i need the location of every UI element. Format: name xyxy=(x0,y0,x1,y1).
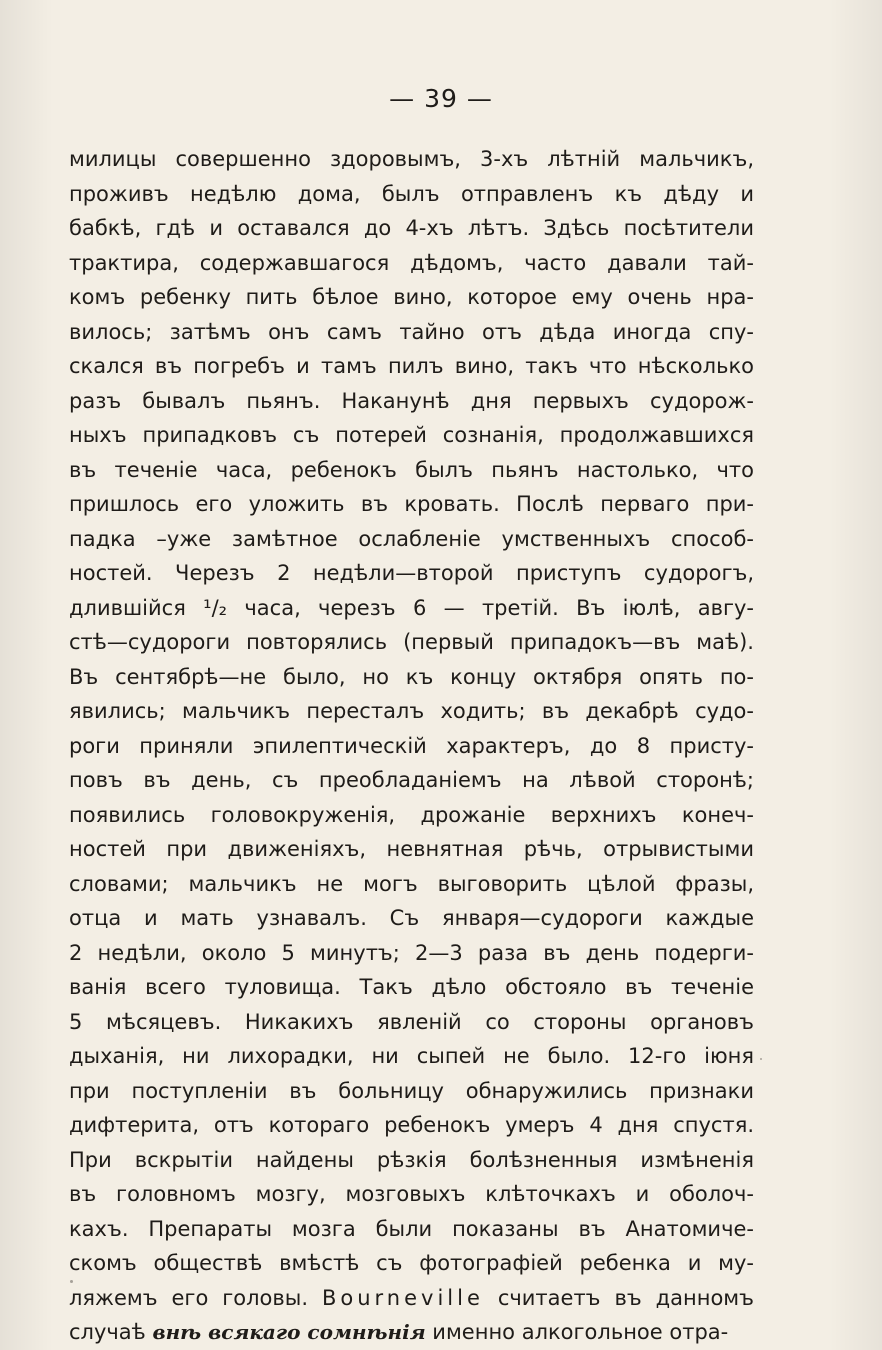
text-line: роги приняли эпилептическій характеръ, до 8 присту- xyxy=(69,733,754,758)
text-line: пришлось его уложить въ кровать. Послѣ перваго при- xyxy=(69,492,754,516)
text-line: кахъ. Препараты мозга были показаны въ Анатомиче- xyxy=(69,1216,754,1241)
text-line: проживъ недѣлю дома, былъ отправленъ къ дѣду и xyxy=(69,181,754,206)
author-name-spaced: Bourneville xyxy=(321,1285,484,1310)
text-line: въ теченіе часа, ребенокъ былъ пьянъ настолько, что xyxy=(69,457,754,482)
page-number: — 39 — xyxy=(389,84,493,113)
text-line: длившійся ¹/₂ часа, черезъ 6 — третій. Въ іюлѣ, авгу- xyxy=(69,595,754,620)
text-line: милицы совершенно здоровымъ, 3-хъ лѣтній мальчикъ, xyxy=(69,147,754,171)
body-text xyxy=(69,142,754,1350)
text-line: При вскрытіи найдены рѣзкія болѣзненныя измѣненія xyxy=(69,1147,754,1172)
text-line-with-italic xyxy=(69,1315,754,1350)
text-line: отца и мать узнавалъ. Съ января—судороги каждые xyxy=(69,906,754,930)
text-line: явились; мальчикъ пересталъ ходить; въ декабрѣ судо- xyxy=(69,699,754,723)
text-segment: считаетъ въ данномъ xyxy=(483,1285,754,1310)
paper-speck xyxy=(70,1280,73,1283)
text-line: разъ бывалъ пьянъ. Наканунѣ дня первыхъ судорож- xyxy=(69,388,754,413)
text-line: въ головномъ мозгу, мозговыхъ клѣточкахъ и оболоч- xyxy=(69,1182,754,1206)
text-line: бабкѣ, гдѣ и оставался до 4-хъ лѣтъ. Здѣсь посѣтители xyxy=(69,216,754,240)
text-line: появились головокруженія, дрожаніе верхнихъ конеч- xyxy=(69,802,754,827)
text-line: Въ сентябрѣ—не было, но къ концу октября опять по- xyxy=(69,664,754,689)
text-line-with-name xyxy=(69,1281,754,1316)
text-line: 5 мѣсяцевъ. Никакихъ явленій со стороны органовъ xyxy=(69,1009,754,1034)
text-line: комъ ребенку пить бѣлое вино, которое ему очень нра- xyxy=(69,285,754,309)
text-line: скомъ обществѣ вмѣстѣ съ фотографіей ребенка и му- xyxy=(69,1251,754,1275)
text-line: 2 недѣли, около 5 минутъ; 2—3 раза въ день подерги- xyxy=(69,940,754,965)
text-segment: именно алкогольное отра- xyxy=(425,1320,729,1344)
text-line: вилось; затѣмъ онъ самъ тайно отъ дѣда иногда спу- xyxy=(69,319,754,344)
text-line: словами; мальчикъ не могъ выговорить цѣлой фразы, xyxy=(69,871,754,896)
text-line: повъ въ день, съ преобладаніемъ на лѣвой сторонѣ; xyxy=(69,768,754,792)
italic-phrase: внѣ всякаго сомнѣнія xyxy=(152,1320,426,1344)
text-line: дифтерита, отъ котораго ребенокъ умеръ 4 дня спустя. xyxy=(69,1113,754,1137)
text-line: ныхъ припадковъ съ потерей сознанія, продолжавшихся xyxy=(69,423,754,447)
text-line: трактира, содержавшагося дѣдомъ, часто давали тай- xyxy=(69,250,754,275)
text-line: стѣ—судороги повторялись (первый припадокъ—въ маѣ). xyxy=(69,630,754,654)
text-line: дыханія, ни лихорадки, ни сыпей не было. 12-го іюня xyxy=(69,1044,754,1068)
paper-speck xyxy=(760,1058,762,1060)
text-segment: ляжемъ его головы. xyxy=(69,1285,309,1310)
text-line: при поступленіи въ больницу обнаружились признаки xyxy=(69,1078,754,1103)
text-line: ностей. Черезъ 2 недѣли—второй приступъ судорогъ, xyxy=(69,561,754,585)
text-line: падка –уже замѣтное ослабленіе умственныхъ способ- xyxy=(69,526,754,551)
text-segment: случаѣ xyxy=(69,1320,153,1344)
text-line: ванія всего туловища. Такъ дѣло обстояло въ теченіе xyxy=(69,975,754,999)
text-line: скался въ погребъ и тамъ пилъ вино, такъ что нѣсколько xyxy=(69,354,754,378)
text-line: ностей при движеніяхъ, невнятная рѣчь, отрывистыми xyxy=(69,837,754,861)
